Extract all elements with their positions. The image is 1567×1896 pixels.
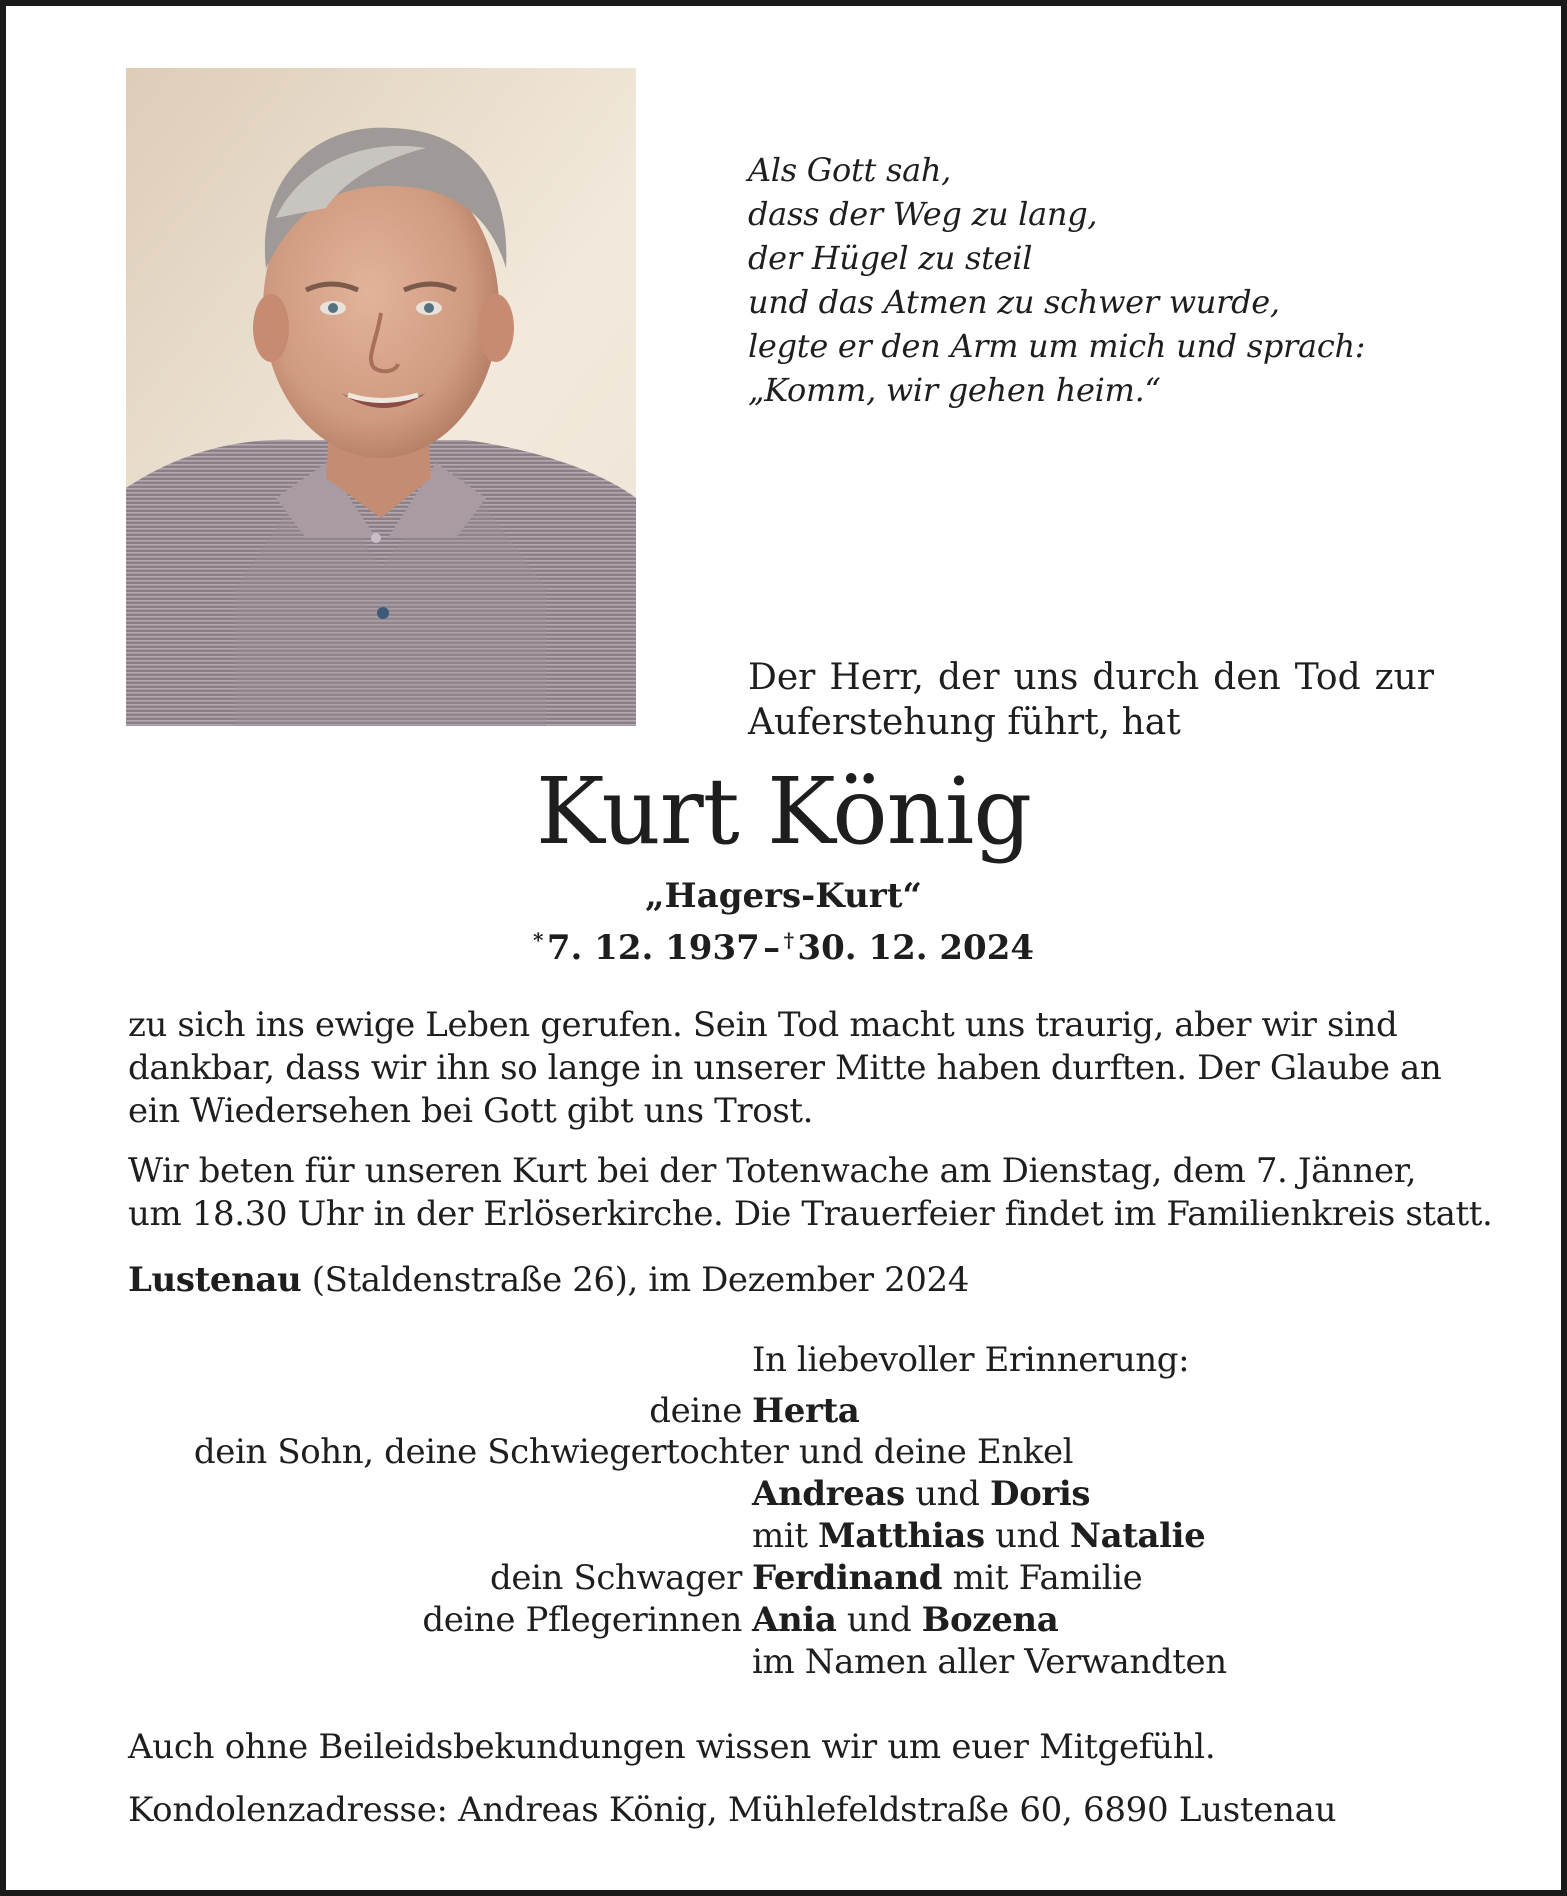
conjunction: und	[846, 1600, 912, 1640]
mourner-name: Bozena	[921, 1600, 1059, 1640]
place-date-line	[128, 1259, 1438, 1302]
birth-date: 7. 12. 1937	[546, 928, 760, 968]
death-date: 30. 12. 2024	[797, 928, 1035, 968]
conjunction: und	[915, 1474, 980, 1514]
conjunction: mit	[752, 1516, 808, 1556]
signature-closing: im Namen aller Verwandten	[752, 1642, 1227, 1682]
death-symbol: †	[783, 928, 795, 952]
poem-line: der Hügel zu steil	[748, 239, 1033, 277]
text-line: dankbar, dass wir ihn so lange in unserer Mitte haben durften. Der Glaube an	[128, 1048, 1442, 1088]
life-dates	[0, 917, 1567, 971]
portrait-photo	[126, 68, 636, 726]
relation-label: deine	[649, 1391, 742, 1431]
poem-line: und das Atmen zu schwer wurde,	[748, 283, 1280, 321]
deceased-nickname: „Hagers-Kurt“	[645, 876, 922, 916]
date-separator: –	[763, 928, 781, 968]
mourner-name: Natalie	[1069, 1516, 1206, 1556]
conjunction: und	[995, 1516, 1060, 1556]
condolence-address: Kondolenzadresse: Andreas König, Mühlefeldstraße 60, 6890 Lustenau	[128, 1790, 1337, 1830]
poem-line: dass der Weg zu lang,	[748, 195, 1098, 233]
text-line: um 18.30 Uhr in der Erlöserkirche. Die Trauerfeier findet im Familienkreis statt.	[128, 1194, 1493, 1234]
announcement-paragraph	[128, 1004, 1442, 1133]
deceased-name: Kurt König	[535, 758, 1032, 865]
relation-label: deine Pflegerinnen	[422, 1600, 742, 1640]
mourner-name: Ferdinand	[752, 1558, 943, 1598]
wake-paragraph	[128, 1150, 1493, 1236]
intro-line: Auferstehung führt, hat	[748, 702, 1181, 743]
mourner-suffix: mit Familie	[952, 1558, 1143, 1598]
intro-line: Der Herr, der uns durch den Tod zur	[748, 657, 1434, 698]
poem-line: Als Gott sah,	[748, 151, 952, 189]
mourner-name: Andreas	[752, 1474, 905, 1514]
poem-line: „Komm, wir gehen heim.“	[748, 371, 1161, 409]
mourner-name: Ania	[752, 1600, 837, 1640]
birth-symbol: *	[532, 928, 544, 952]
relation-label: dein Schwager	[489, 1558, 742, 1598]
poem-line: legte er den Arm um mich und sprach:	[748, 327, 1366, 365]
mourner-name: Matthias	[818, 1516, 985, 1556]
poem	[748, 148, 1365, 412]
text-line: zu sich ins ewige Leben gerufen. Sein Tod macht uns traurig, aber wir sind	[128, 1005, 1398, 1045]
mourner-name: Doris	[990, 1474, 1091, 1514]
relation-label: dein Sohn, deine Schwiegertochter und deine Enkel	[193, 1432, 1074, 1472]
place-details: (Staldenstraße 26), im Dezember 2024	[301, 1260, 969, 1300]
intro-text	[748, 655, 1434, 745]
text-line: ein Wiedersehen bei Gott gibt uns Trost.	[128, 1091, 814, 1131]
mourner-name: Herta	[752, 1391, 860, 1431]
text-line: Wir beten für unseren Kurt bei der Totenwache am Dienstag, dem 7. Jänner,	[128, 1151, 1417, 1191]
place-name: Lustenau	[128, 1260, 302, 1300]
signature-heading: In liebevoller Erinnerung:	[752, 1340, 1190, 1380]
condolence-note: Auch ohne Beileidsbekundungen wissen wir um euer Mitgefühl.	[128, 1727, 1216, 1767]
